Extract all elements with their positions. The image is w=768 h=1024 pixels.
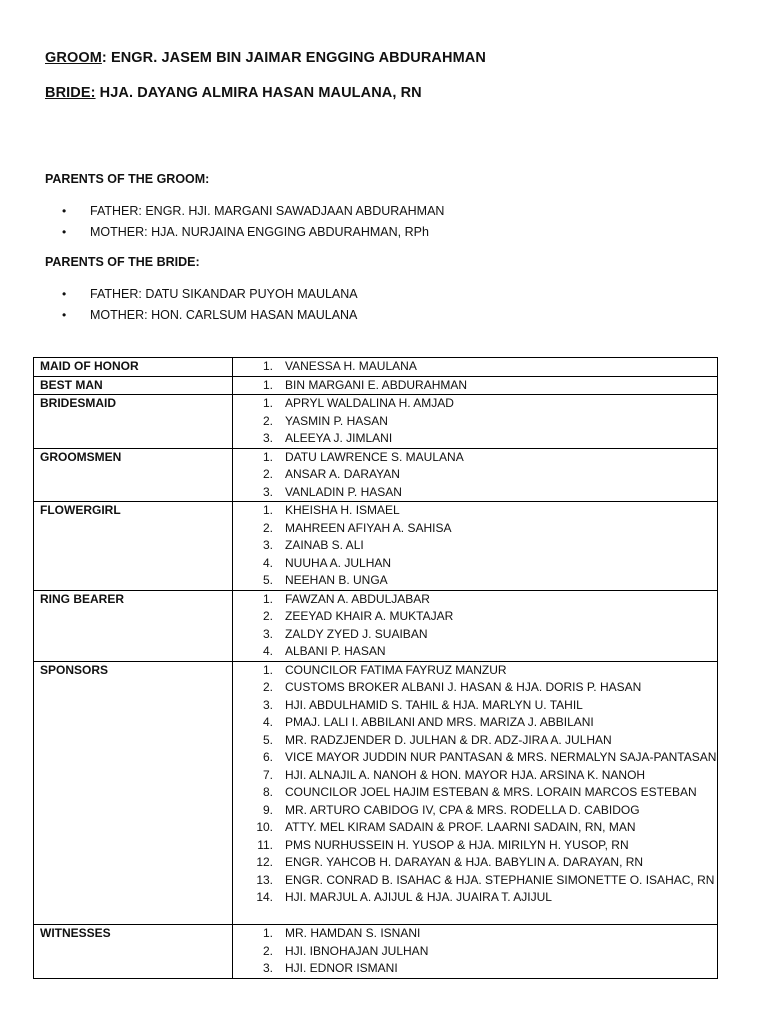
person-name: NEEHAN B. UNGA [285,573,388,587]
list-item [233,377,717,395]
names-cell [233,590,718,661]
role-cell: GROOMSMEN [34,448,233,502]
parents-groom-title: PARENTS OF THE GROOM: [45,172,210,186]
bullet-icon: • [62,308,67,322]
item-number: 5. [262,573,273,587]
list-item [233,802,717,820]
person-name: FAWZAN A. ABDULJABAR [285,591,430,606]
role-cell: FLOWERGIRL [34,502,233,591]
item-number: 7. [262,767,273,782]
bride-label: BRIDE: [45,85,96,101]
bride-name: HJA. DAYANG ALMIRA HASAN MAULANA, RN [95,85,422,101]
item-number: 1. [262,926,273,940]
item-number: 2. [262,943,273,958]
list-item [233,358,717,376]
list-item [62,284,358,305]
item-number: 14. [256,890,273,904]
names-list [233,662,717,925]
person-name: MR. RADZJENDER D. JULHAN & DR. ADZ-JIRA A. JULHAN [285,732,612,747]
names-list [233,502,717,590]
list-item [233,943,717,961]
list-item [233,925,717,943]
item-number: 12. [256,855,273,869]
list-item [233,784,717,802]
item-number: 3. [262,538,273,552]
list-item [233,608,717,626]
item-number: 1. [262,359,273,373]
entourage-table [33,357,718,979]
names-list [233,395,717,448]
list-item [233,643,717,661]
parents-bride-title: PARENTS OF THE BRIDE: [45,255,200,269]
person-name: ALEEYA J. JIMLANI [285,431,393,445]
list-item [233,679,717,697]
list-item [62,222,444,243]
table-row [34,590,718,661]
item-number: 2. [262,413,273,428]
person-name: COUNCILOR JOEL HAJIM ESTEBAN & MRS. LORAIN MARCOS ESTEBAN [285,785,697,799]
list-item [233,767,717,785]
parent-entry: FATHER: DATU SIKANDAR PUYOH MAULANA [90,287,358,301]
person-name: ATTY. MEL KIRAM SADAIN & PROF. LAARNI SADAIN, RN, MAN [285,820,636,834]
person-name: APRYL WALDALINA H. AMJAD [285,396,454,410]
bullet-icon: • [62,204,67,218]
table-row [34,358,718,377]
role-cell: WITNESSES [34,925,233,979]
list-item [233,466,717,484]
item-number: 11. [257,837,273,852]
list-item [233,854,717,872]
list-item [233,626,717,644]
names-cell [233,358,718,377]
person-name: DATU LAWRENCE S. MAULANA [285,449,464,464]
names-cell [233,395,718,449]
person-name: HJI. MARJUL A. AJIJUL & HJA. JUAIRA T. AJIJUL [285,890,552,904]
person-name: ENGR. YAHCOB H. DARAYAN & HJA. BABYLIN A. DARAYAN, RN [285,855,644,869]
person-name: PMAJ. LALI I. ABBILANI AND MRS. MARIZA J. ABBILANI [285,715,594,729]
list-item [233,697,717,715]
item-number: 13. [256,872,273,887]
list-item [233,960,717,978]
entourage-table-body [34,358,718,979]
person-name: NUUHA A. JULHAN [285,555,392,570]
list-item [233,502,717,520]
names-cell [233,661,718,925]
names-list [233,449,717,502]
person-name: ALBANI P. HASAN [285,644,386,658]
person-name: CUSTOMS BROKER ALBANI J. HASAN & HJA. DORIS P. HASAN [285,680,642,694]
list-item [233,572,717,590]
names-list [233,377,717,395]
item-number: 2. [262,609,273,623]
list-item [233,537,717,555]
names-list [233,925,717,978]
person-name: ENGR. CONRAD B. ISAHAC & HJA. STEPHANIE SIMONETTE O. ISAHAC, RN [285,872,715,887]
person-name: MR. ARTURO CABIDOG IV, CPA & MRS. RODELLA D. CABIDOG [285,802,640,817]
person-name: HJI. EDNOR ISMANI [285,961,398,975]
person-name: ZAINAB S. ALI [285,538,364,552]
role-cell: MAID OF HONOR [34,358,233,377]
table-row [34,376,718,395]
person-name: YASMIN P. HASAN [285,413,388,428]
table-row [34,448,718,502]
person-name: PMS NURHUSSEIN H. YUSOP & HJA. MIRILYN H. YUSOP, RN [285,837,629,852]
table-row [34,661,718,925]
list-item [233,714,717,732]
table-row [34,502,718,591]
groom-label: GROOM [45,50,102,66]
person-name: HJI. IBNOHAJAN JULHAN [285,943,429,958]
names-cell [233,376,718,395]
list-item [233,837,717,855]
list-item [233,591,717,609]
person-name: ZALDY ZYED J. SUAIBAN [285,626,428,641]
person-name: MR. HAMDAN S. ISNANI [285,926,421,940]
item-number: 4. [262,555,273,570]
item-number: 9. [262,802,273,817]
names-cell [233,925,718,979]
list-item [233,520,717,538]
parent-entry: MOTHER: HJA. NURJAINA ENGGING ABDURAHMAN, RPh [90,225,429,239]
item-number: 5. [262,732,273,747]
person-name: ZEEYAD KHAIR A. MUKTAJAR [285,609,454,623]
item-number: 3. [262,431,273,445]
role-cell: BRIDESMAID [34,395,233,449]
list-item [233,732,717,750]
list-item [233,449,717,467]
item-number: 3. [262,626,273,641]
person-name: KHEISHA H. ISMAEL [285,503,400,517]
list-item [233,555,717,573]
list-item [233,413,717,431]
item-number: 2. [262,467,273,481]
groom-heading [45,50,486,66]
list-item [62,201,444,222]
names-cell [233,448,718,502]
role-cell: BEST MAN [34,376,233,395]
list-item [233,749,717,767]
person-name: VICE MAYOR JUDDIN NUR PANTASAN & MRS. NERMALYN SAJA-PANTASAN [285,750,717,764]
person-name: MAHREEN AFIYAH A. SAHISA [285,520,452,535]
item-number: 1. [262,591,273,606]
item-number: 10. [256,820,273,834]
person-name: BIN MARGANI E. ABDURAHMAN [285,377,468,392]
list-item [233,889,717,907]
blank-line [233,907,717,925]
parent-entry: FATHER: ENGR. HJI. MARGANI SAWADJAAN ABDURAHMAN [90,204,445,218]
bullet-icon: • [62,287,67,301]
item-number: 3. [262,484,273,499]
list-item [233,395,717,413]
item-number: 6. [262,750,273,764]
item-number: 4. [262,644,273,658]
list-item [233,819,717,837]
bride-heading [45,85,422,101]
parent-entry: MOTHER: HON. CARLSUM HASAN MAULANA [90,308,358,322]
person-name: VANESSA H. MAULANA [285,359,417,373]
item-number: 2. [262,520,273,535]
list-item [233,872,717,890]
item-number: 2. [262,680,273,694]
list-item [233,662,717,680]
list-item [233,484,717,502]
bullet-icon: • [62,225,67,239]
names-list [233,591,717,661]
item-number: 3. [262,697,273,712]
table-row [34,395,718,449]
person-name: ANSAR A. DARAYAN [285,467,400,481]
names-list [233,358,717,376]
person-name: VANLADIN P. HASAN [285,484,402,499]
item-number: 1. [262,396,273,410]
person-name: COUNCILOR FATIMA FAYRUZ MANZUR [285,662,507,677]
person-name: HJI. ABDULHAMID S. TAHIL & HJA. MARLYN U. TAHIL [285,697,583,712]
list-item [233,430,717,448]
groom-parents-list [62,201,444,243]
bride-parents-list [62,284,358,326]
names-cell [233,502,718,591]
item-number: 1. [262,662,273,677]
role-cell: RING BEARER [34,590,233,661]
item-number: 1. [262,503,273,517]
groom-name: : ENGR. JASEM BIN JAIMAR ENGGING ABDURAHMAN [101,50,486,66]
item-number: 4. [262,715,273,729]
role-cell: SPONSORS [34,661,233,925]
item-number: 1. [262,377,273,392]
table-row [34,925,718,979]
list-item [62,305,358,326]
item-number: 1. [262,449,273,464]
item-number: 3. [262,961,273,975]
item-number: 8. [262,785,273,799]
person-name: HJI. ALNAJIL A. NANOH & HON. MAYOR HJA. ARSINA K. NANOH [285,767,646,782]
